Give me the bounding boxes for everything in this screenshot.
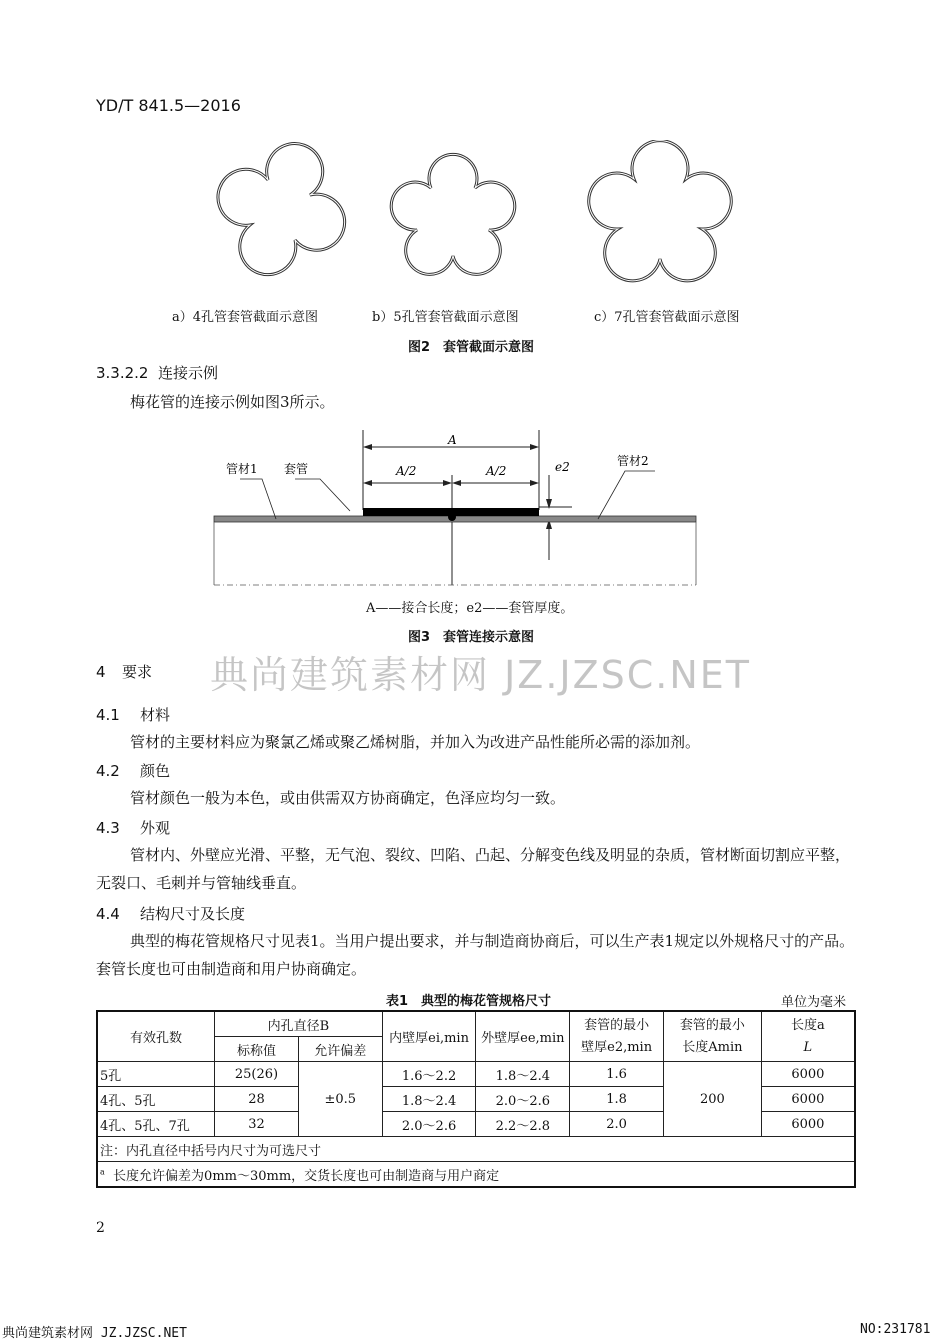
section-title: 要求	[122, 663, 153, 681]
flower-5-hole-icon	[391, 154, 515, 274]
section-number: 3.3.2.2	[96, 364, 149, 382]
header-length-line2: L	[803, 1039, 813, 1055]
figure2-title: 图2 套管截面示意图	[408, 340, 535, 355]
label-A: A	[448, 433, 457, 447]
cell-length: 6000	[761, 1112, 855, 1137]
cell-inner-wall: 1.8～2.4	[382, 1087, 476, 1112]
table-footnote	[97, 1162, 855, 1188]
section-title: 连接示例	[158, 364, 219, 382]
header-holes: 有效孔数	[97, 1011, 215, 1062]
header-sleeve-length-line2: 长度Amin	[682, 1039, 743, 1055]
header-inner-diameter: 内孔直径B	[215, 1011, 383, 1037]
header-tolerance: 允许偏差	[298, 1037, 382, 1062]
header-sleeve-length	[664, 1011, 762, 1062]
table1	[96, 1010, 856, 1188]
header-inner-wall: 内壁厚ei,min	[382, 1011, 476, 1062]
footnote-mark: a	[100, 1167, 105, 1177]
cell-sleeve-wall: 2.0	[570, 1112, 664, 1137]
header-length	[761, 1011, 855, 1062]
cell-length: 6000	[761, 1062, 855, 1087]
flower-7-hole-icon	[589, 141, 732, 281]
section-3-3-2-2-heading	[96, 362, 218, 383]
header-nominal: 标称值	[215, 1037, 299, 1062]
section-4-4-heading	[96, 903, 245, 924]
cell-nominal: 28	[215, 1087, 299, 1112]
cell-outer-wall: 2.2～2.8	[476, 1112, 570, 1137]
cell-length: 6000	[761, 1087, 855, 1112]
section-title: 材料	[140, 706, 171, 724]
section-number: 4.2	[96, 762, 120, 780]
figure3-legend: A——接合长度；e2——套管厚度。	[366, 601, 574, 616]
footer-doc-no: NO:231781	[860, 1322, 931, 1337]
figure2-caption-c: c）7孔管套管截面示意图	[594, 310, 740, 325]
figure2-drawings	[200, 140, 760, 290]
header-sleeve-wall-line2: 壁厚e2,min	[581, 1039, 653, 1055]
footnote-text: 长度允许偏差为0mm～30mm，交货长度也可由制造商与用户商定	[113, 1168, 500, 1184]
table-row	[97, 1062, 855, 1087]
label-pipe1: 管材1	[226, 462, 258, 476]
section-4-3-text: 管材内、外壁应光滑、平整，无气泡、裂纹、凹陷、凸起、分解变色线及明显的杂质，管材断面切割应平整，无裂口、毛刺并与管轴线垂直。	[96, 846, 851, 892]
cell-sleeve-length: 200	[664, 1062, 762, 1137]
section-4-1-text: 管材的主要材料应为聚氯乙烯或聚乙烯树脂，并加入为改进产品性能所必需的添加剂。	[130, 733, 701, 751]
section-4-heading	[96, 661, 152, 682]
label-e2: e2	[555, 460, 570, 474]
cell-outer-wall: 1.8～2.4	[476, 1062, 570, 1087]
figure3-diagram	[200, 425, 710, 595]
section-number: 4.3	[96, 819, 120, 837]
section-number: 4.4	[96, 905, 120, 923]
cell-holes: 4孔、5孔	[97, 1087, 215, 1112]
table1-unit: 单位为毫米	[781, 995, 847, 1010]
table1-title: 表1 典型的梅花管规格尺寸	[386, 994, 552, 1009]
document-id: YD/T 841.5—2016	[96, 96, 241, 115]
header-sleeve-length-line1: 套管的最小	[679, 1017, 745, 1033]
page-number: 2	[96, 1220, 105, 1236]
section-4-1-heading	[96, 704, 170, 725]
cell-holes: 5孔	[97, 1062, 215, 1087]
section-title: 颜色	[140, 762, 171, 780]
header-sleeve-wall	[570, 1011, 664, 1062]
cell-nominal: 32	[215, 1112, 299, 1137]
flower-4-hole-icon	[218, 144, 345, 275]
section-4-2-heading	[96, 760, 170, 781]
figure2-caption-a: a）4孔管套管截面示意图	[172, 310, 319, 325]
cell-tolerance: ±0.5	[298, 1062, 382, 1137]
figure2-caption-b: b）5孔管套管截面示意图	[372, 310, 519, 325]
section-4-2-text: 管材颜色一般为本色，或由供需双方协商确定，色泽应均匀一致。	[130, 789, 566, 807]
section-4-3-heading	[96, 817, 170, 838]
section-4-4-text: 典型的梅花管规格尺寸见表1。当用户提出要求，并与制造商协商后，可以生产表1规定以外规格尺寸的产品。套管长度也可由制造商和用户协商确定。	[96, 932, 855, 978]
header-outer-wall: 外壁厚ee,min	[476, 1011, 570, 1062]
section-number: 4	[96, 663, 106, 681]
label-A-half-left: A/2	[396, 464, 417, 478]
header-sleeve-wall-line1: 套管的最小	[584, 1017, 650, 1033]
cell-sleeve-wall: 1.6	[570, 1062, 664, 1087]
label-sleeve: 套管	[284, 462, 309, 476]
cell-inner-wall: 1.6～2.2	[382, 1062, 476, 1087]
section-number: 4.1	[96, 706, 120, 724]
section-title: 结构尺寸及长度	[140, 905, 246, 923]
section-3-3-2-2-text: 梅花管的连接示例如图3所示。	[130, 393, 335, 411]
section-title: 外观	[140, 819, 171, 837]
label-A-half-right: A/2	[486, 464, 507, 478]
header-length-line1: 长度a	[790, 1017, 825, 1033]
cell-sleeve-wall: 1.8	[570, 1087, 664, 1112]
footer-site: 典尚建筑素材网 JZ.JZSC.NET	[2, 1326, 187, 1341]
cell-holes: 4孔、5孔、7孔	[97, 1112, 215, 1137]
figure3-title: 图3 套管连接示意图	[408, 630, 535, 645]
cell-outer-wall: 2.0～2.6	[476, 1087, 570, 1112]
cell-inner-wall: 2.0～2.6	[382, 1112, 476, 1137]
label-pipe2: 管材2	[617, 454, 649, 468]
table-note: 注：内孔直径中括号内尺寸为可选尺寸	[97, 1137, 855, 1162]
watermark: 典尚建筑素材网 JZ.JZSC.NET	[210, 653, 752, 697]
cell-nominal: 25(26)	[215, 1062, 299, 1087]
